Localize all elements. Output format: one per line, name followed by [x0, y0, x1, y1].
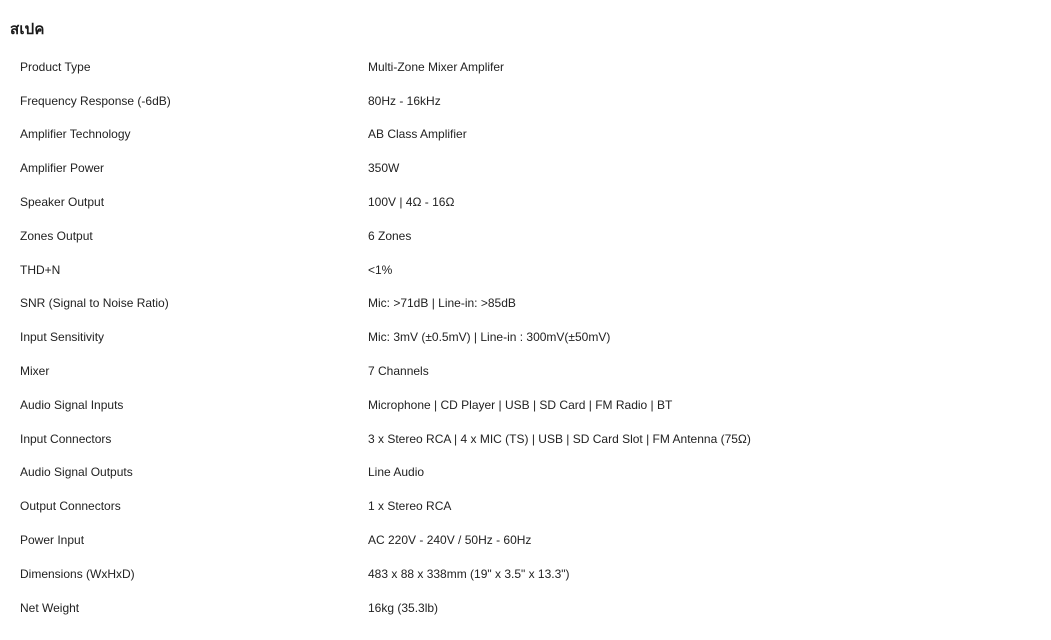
spec-label: Mixer [20, 364, 50, 379]
spec-label: SNR (Signal to Noise Ratio) [20, 296, 169, 311]
section-title: สเปค [10, 20, 45, 38]
spec-row-zones-output [0, 219, 1051, 253]
spec-row-thd-n [0, 253, 1051, 287]
spec-table [0, 50, 1051, 625]
spec-value: 6 Zones [368, 228, 412, 243]
spec-row-speaker-output [0, 185, 1051, 219]
spec-label: Amplifier Technology [20, 127, 131, 142]
spec-value: Mic: >71dB | Line-in: >85dB [368, 296, 516, 311]
spec-value: 1 x Stereo RCA [368, 499, 452, 514]
spec-label: Speaker Output [20, 195, 105, 210]
spec-value: Microphone | CD Player | USB | SD Card | FM Radio | BT [368, 397, 673, 412]
spec-label: Zones Output [20, 228, 93, 243]
spec-row-snr [0, 287, 1051, 321]
spec-value: Line Audio [368, 465, 425, 480]
spec-row-mixer [0, 354, 1051, 388]
spec-row-input-sensitivity [0, 320, 1051, 354]
spec-row-amplifier-technology [0, 118, 1051, 152]
spec-row-net-weight [0, 591, 1051, 625]
spec-row-input-connectors [0, 422, 1051, 456]
spec-value: <1% [368, 262, 393, 277]
spec-row-power-input [0, 523, 1051, 557]
spec-value: Mic: 3mV (±0.5mV) | Line-in : 300mV(±50mV) [368, 330, 611, 345]
spec-label: Audio Signal Inputs [20, 397, 124, 412]
spec-value: 16kg (35.3lb) [368, 600, 439, 615]
spec-value: 3 x Stereo RCA | 4 x MIC (TS) | USB | SD Card Slot | FM Antenna (75Ω) [368, 431, 751, 446]
spec-value: 483 x 88 x 338mm (19" x 3.5" x 13.3") [368, 566, 570, 581]
spec-value: AB Class Amplifier [368, 127, 467, 142]
spec-label: Net Weight [20, 600, 80, 615]
spec-row-output-connectors [0, 489, 1051, 523]
spec-row-product-type [0, 50, 1051, 84]
spec-value: 100V | 4Ω - 16Ω [368, 195, 455, 210]
spec-row-amplifier-power [0, 151, 1051, 185]
spec-label: THD+N [20, 262, 61, 277]
spec-label: Amplifier Power [20, 161, 105, 176]
spec-label: Input Sensitivity [20, 330, 105, 345]
spec-label: Dimensions (WxHxD) [20, 566, 135, 581]
spec-row-dimensions [0, 557, 1051, 591]
spec-label: Frequency Response (-6dB) [20, 93, 171, 108]
spec-row-audio-signal-outputs [0, 456, 1051, 490]
spec-label: Audio Signal Outputs [20, 465, 133, 480]
spec-label: Output Connectors [20, 499, 121, 514]
spec-value: 7 Channels [368, 364, 429, 379]
spec-value: 80Hz - 16kHz [368, 93, 441, 108]
spec-value: 350W [368, 161, 400, 176]
spec-row-frequency-response [0, 84, 1051, 118]
spec-row-audio-signal-inputs [0, 388, 1051, 422]
spec-label: Product Type [20, 59, 91, 74]
spec-label: Power Input [20, 533, 85, 548]
spec-value: Multi-Zone Mixer Amplifer [368, 59, 505, 74]
spec-label: Input Connectors [20, 431, 112, 446]
spec-value: AC 220V - 240V / 50Hz - 60Hz [368, 533, 532, 548]
